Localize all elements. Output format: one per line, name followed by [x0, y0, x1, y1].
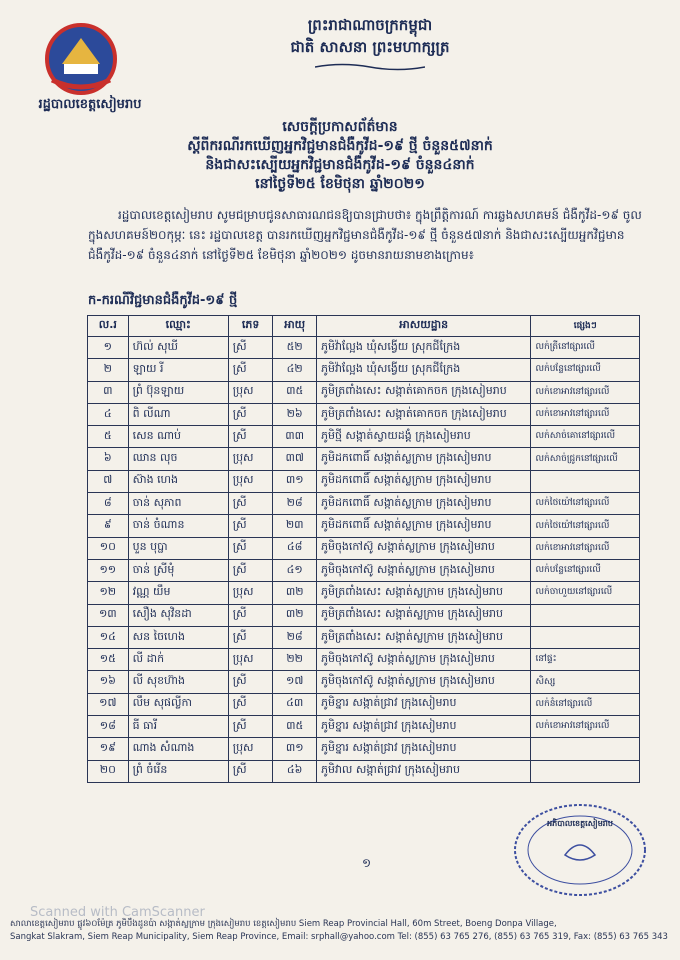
row-number: ៥ — [88, 426, 129, 448]
patient-age: ២៦ — [273, 403, 317, 425]
row-number: ៧ — [88, 470, 129, 492]
section-title: ក-ករណីវិជ្ជមានជំងឺកូវីដ-១៩ ថ្មី — [88, 293, 238, 308]
national-motto: ជាតិ សាសនា ព្រះមហាក្សត្រ — [290, 38, 450, 56]
patient-note: លក់ខោអាវនៅផ្សារលើ — [531, 716, 640, 738]
patient-sex: ស្រី — [228, 426, 273, 448]
row-number: ១៩ — [88, 738, 129, 760]
title-line-4: នៅថ្ងៃទី២៥ ខែមិថុនា ឆ្នាំ២០២១ — [255, 176, 425, 192]
patient-address: ភូមិដកពោធិ៍ សង្កាត់ស្លក្រាម ក្រុងសៀមរាប — [316, 448, 530, 470]
row-number: ១២ — [88, 582, 129, 604]
patient-note: លក់ចាហួយនៅផ្សារលើ — [531, 582, 640, 604]
patient-address: ភូមិត្រពាំងសេះ សង្កាត់ស្លក្រាម ក្រុងសៀមរាប — [316, 626, 530, 648]
table-row — [88, 493, 640, 515]
header-other: ផ្សេងៗ — [531, 316, 640, 337]
table-row — [88, 582, 640, 604]
patient-name: ហ៊ល់ សុឃី — [128, 337, 228, 359]
table-row — [88, 359, 640, 381]
header-address: អាសយដ្ឋាន — [316, 316, 530, 337]
patient-sex: ប្រុស — [228, 738, 273, 760]
row-number: ១៨ — [88, 716, 129, 738]
patient-age: ៣៥ — [273, 716, 317, 738]
announcement-title — [90, 118, 590, 194]
row-number: ១៦ — [88, 671, 129, 693]
patient-age: ៣៥ — [273, 381, 317, 403]
patient-name: លឹម សុផល្លីកា — [128, 693, 228, 715]
patient-sex: ស្រី — [228, 559, 273, 581]
ornament-divider-icon — [315, 62, 425, 72]
patient-address: ភូមិវាល សង្កាត់ជ្រាវ ក្រុងសៀមរាប — [316, 760, 530, 782]
row-number: ១៤ — [88, 626, 129, 648]
table-row — [88, 337, 640, 359]
patient-name: ណាង សំណាង — [128, 738, 228, 760]
footer-line-2: Sangkat Slakram, Siem Reap Municipality, Siem Reap Province, Email: srphall@yahoo.com Tel: (855) 63 765 276, (855) 63 765 319, Fax: (855) 63 765 343 — [10, 932, 668, 942]
patient-note: សិស្ស — [531, 671, 640, 693]
patient-note: លក់បន្លែនៅផ្សារលើ — [531, 359, 640, 381]
patient-name: លី ដាក់ — [128, 649, 228, 671]
row-number: ១៥ — [88, 649, 129, 671]
patient-age: ៥២ — [273, 337, 317, 359]
patient-note: លក់នំនៅផ្សារលើ — [531, 693, 640, 715]
patient-name: ព្រំ ប៊ុនឡាយ — [128, 381, 228, 403]
patient-note: លក់បន្លែនៅផ្សារលើ — [531, 559, 640, 581]
row-number: ២ — [88, 359, 129, 381]
patient-name: លី សុខហ៊ាង — [128, 671, 228, 693]
table-row — [88, 604, 640, 626]
patient-age: ៤៦ — [273, 760, 317, 782]
patient-age: ៣២ — [273, 604, 317, 626]
patient-address: ភូមិថ្មី សង្កាត់ស្វាយដង្គំ ក្រុងសៀមរាប — [316, 426, 530, 448]
footer-address — [10, 918, 670, 944]
header-no: ល.រ — [88, 316, 129, 337]
patient-name: សន ចៃហេង — [128, 626, 228, 648]
patient-address: ភូមិខ្នារ សង្កាត់ជ្រាវ ក្រុងសៀមរាប — [316, 716, 530, 738]
patient-address: ភូមិដកពោធិ៍ សង្កាត់ស្លក្រាម ក្រុងសៀមរាប — [316, 470, 530, 492]
patient-note: នៅផ្ទះ — [531, 649, 640, 671]
patient-note — [531, 760, 640, 782]
table-row — [88, 649, 640, 671]
title-line-2: ស្ដីពីករណីរកឃើញអ្នកវិជ្ជមានជំងឺកូវីដ-១៩ ថ្មី ចំនួន៥៧នាក់ — [187, 138, 493, 154]
patient-sex: ប្រុស — [228, 649, 273, 671]
patient-age: ១៧ — [273, 671, 317, 693]
patient-note: លក់សាច់ជ្រូកនៅផ្សារលើ — [531, 448, 640, 470]
patient-sex: ស្រី — [228, 604, 273, 626]
table-row — [88, 693, 640, 715]
signature-note: អភិបាលខេត្តសៀមរាប — [547, 819, 613, 828]
patient-note: លក់ខោអាវនៅផ្សារលើ — [531, 381, 640, 403]
header-name: ឈ្មោះ — [128, 316, 228, 337]
patient-sex: ស្រី — [228, 515, 273, 537]
page-number: ១ — [362, 856, 372, 870]
patient-address: ភូមិត្រពាំងសេះ សង្កាត់គោកចក ក្រុងសៀមរាប — [316, 381, 530, 403]
patient-name: ចាន់ ចំណាន — [128, 515, 228, 537]
patient-note: លក់ថៃយ៉ៅនៅផ្សារលើ — [531, 493, 640, 515]
patient-name: ព្រំ ចំរើន — [128, 760, 228, 782]
row-number: ២០ — [88, 760, 129, 782]
patient-age: ៤៣ — [273, 693, 317, 715]
patient-address: ភូមិដកពោធិ៍ សង្កាត់ស្លក្រាម ក្រុងសៀមរាប — [316, 493, 530, 515]
patient-sex: ប្រុស — [228, 470, 273, 492]
provincial-emblem-icon — [42, 20, 120, 98]
patient-name: ឈាន លុច — [128, 448, 228, 470]
patient-name: ចាន់ ស្រីមុំ — [128, 559, 228, 581]
patient-note — [531, 604, 640, 626]
patient-address: ភូមិខ្នារ សង្កាត់ជ្រាវ ក្រុងសៀមរាប — [316, 738, 530, 760]
patient-name: វណ្ណ យឹម — [128, 582, 228, 604]
patient-name: ពិ លីណា — [128, 403, 228, 425]
patient-name: ឡាយ រី — [128, 359, 228, 381]
patient-name: បួន បុប្ផា — [128, 537, 228, 559]
patient-sex: ស្រី — [228, 626, 273, 648]
patient-address: ភូមិចុងកៅស៊ូ សង្កាត់ស្លក្រាម ក្រុងសៀមរាប — [316, 671, 530, 693]
patient-sex: ស្រី — [228, 537, 273, 559]
title-line-3: និងជាសះស្បើយអ្នកវិជ្ជមានជំងឺកូវីដ-១៩ ចំនួន៤នាក់ — [205, 157, 475, 173]
patient-sex: ប្រុស — [228, 448, 273, 470]
official-stamp-icon — [505, 795, 655, 905]
patient-sex: ស្រី — [228, 693, 273, 715]
patient-sex: ស្រី — [228, 359, 273, 381]
table-row — [88, 403, 640, 425]
patient-address: ភូមិខ្នារ សង្កាត់ជ្រាវ ក្រុងសៀមរាប — [316, 693, 530, 715]
row-number: ៤ — [88, 403, 129, 425]
patient-address: ភូមិចុងកៅស៊ូ សង្កាត់ស្លក្រាម ក្រុងសៀមរាប — [316, 537, 530, 559]
intro-paragraph: រដ្ឋបាលខេត្តសៀមរាប សូមជម្រាបជូនសាធារណជនឱ្យបានជ្រាបថា៖ ក្នុងព្រឹត្តិការណ៍ ការឆ្លងសហគមន៍ ជំងឺកូវីដ-១៩ ចូលក្នុងសហគមន៍២០កុម្ភៈ នេះ រដ្ឋបាលខេត្ត បានរកឃើញអ្នកវិជ្ជមានជំងឺកូវីដ-១៩ ថ្មី ចំនួន៥៧នាក់ និងជាសះស្បើយអ្នកវិជ្ជមានជំងឺកូវីដ-១៩ ចំនួន៤នាក់ នៅថ្ងៃទី២៥ ខែមិថុនា ឆ្នាំ២០២១ ដូចមានរាយនាមខាងក្រោម៖ — [88, 208, 642, 262]
patient-address: ភូមិវ៉ាល្អែង ឃុំសង្វើយ ស្រុកជីក្រែង — [316, 337, 530, 359]
patient-address: ភូមិត្រពាំងសេះ សង្កាត់ស្លក្រាម ក្រុងសៀមរាប — [316, 604, 530, 626]
patient-sex: ស្រី — [228, 337, 273, 359]
kingdom-name: ព្រះរាជាណាចក្រកម្ពុជា — [307, 16, 433, 34]
patient-address: ភូមិដកពោធិ៍ សង្កាត់ស្លក្រាម ក្រុងសៀមរាប — [316, 515, 530, 537]
patient-sex: ប្រុស — [228, 381, 273, 403]
table-header-row — [88, 316, 640, 337]
patient-address: ភូមិវ៉ាល្អែង ឃុំសង្វើយ ស្រុកជីក្រែង — [316, 359, 530, 381]
table-row — [88, 470, 640, 492]
patient-address: ភូមិចុងកៅស៊ូ សង្កាត់ស្លក្រាម ក្រុងសៀមរាប — [316, 649, 530, 671]
cases-table — [87, 315, 640, 783]
title-line-1: សេចក្ដីប្រកាសព័ត៌មាន — [282, 119, 398, 135]
table-row — [88, 760, 640, 782]
patient-sex: ស្រី — [228, 403, 273, 425]
row-number: ១៣ — [88, 604, 129, 626]
table-row — [88, 738, 640, 760]
patient-note — [531, 470, 640, 492]
table-row — [88, 537, 640, 559]
patient-note: លក់ត្រីនៅផ្សារលើ — [531, 337, 640, 359]
patient-name: ស៊ាង ហេង — [128, 470, 228, 492]
table-row — [88, 559, 640, 581]
patient-address: ភូមិត្រពាំងសេះ សង្កាត់ស្លក្រាម ក្រុងសៀមរាប — [316, 582, 530, 604]
patient-sex: ស្រី — [228, 760, 273, 782]
patient-address: ភូមិត្រពាំងសេះ សង្កាត់គោកចក ក្រុងសៀមរាប — [316, 403, 530, 425]
patient-note: លក់សាច់គោនៅផ្សារលើ — [531, 426, 640, 448]
patient-sex: ស្រី — [228, 493, 273, 515]
table-row — [88, 671, 640, 693]
patient-address: ភូមិចុងកៅស៊ូ សង្កាត់ស្លក្រាម ក្រុងសៀមរាប — [316, 559, 530, 581]
header-age: អាយុ — [273, 316, 317, 337]
patient-age: ៣១ — [273, 470, 317, 492]
patient-age: ៤១ — [273, 559, 317, 581]
table-row — [88, 716, 640, 738]
table-row — [88, 381, 640, 403]
ministry-name: រដ្ឋបាលខេត្តសៀមរាប — [38, 97, 142, 112]
patient-name: សេន ណាប់ — [128, 426, 228, 448]
row-number: ៣ — [88, 381, 129, 403]
patient-age: ៤២ — [273, 359, 317, 381]
patient-sex: ស្រី — [228, 716, 273, 738]
row-number: ១ — [88, 337, 129, 359]
patient-age: ២៨ — [273, 493, 317, 515]
patient-sex: ប្រុស — [228, 582, 273, 604]
patient-note: លក់ខោអាវនៅផ្សារលើ — [531, 403, 640, 425]
row-number: ១០ — [88, 537, 129, 559]
patient-note: លក់ខោអាវនៅផ្សារលើ — [531, 537, 640, 559]
table-row — [88, 515, 640, 537]
patient-sex: ស្រី — [228, 671, 273, 693]
row-number: ៦ — [88, 448, 129, 470]
kingdom-header — [240, 14, 500, 58]
row-number: ១៧ — [88, 693, 129, 715]
patient-age: ២២ — [273, 649, 317, 671]
patient-age: ២៨ — [273, 626, 317, 648]
table-row — [88, 626, 640, 648]
patient-age: ២៣ — [273, 515, 317, 537]
table-row — [88, 448, 640, 470]
row-number: ១១ — [88, 559, 129, 581]
row-number: ៨ — [88, 493, 129, 515]
patient-age: ៣១ — [273, 738, 317, 760]
patient-name: សឿង សុវិនដា — [128, 604, 228, 626]
scanner-watermark: Scanned with CamScanner — [30, 905, 205, 920]
patient-age: ៣២ — [273, 582, 317, 604]
patient-name: ធី ធារី — [128, 716, 228, 738]
patient-note: លក់ថៃយ៉ៅនៅផ្សារលើ — [531, 515, 640, 537]
table-row — [88, 426, 640, 448]
patient-age: ៣៣ — [273, 426, 317, 448]
patient-age: ៤៨ — [273, 537, 317, 559]
row-number: ៩ — [88, 515, 129, 537]
patient-note — [531, 626, 640, 648]
patient-name: ចាន់ សុភាព — [128, 493, 228, 515]
header-sex: ភេទ — [228, 316, 273, 337]
patient-note — [531, 738, 640, 760]
patient-age: ៣៧ — [273, 448, 317, 470]
footer-line-1: សាលាខេត្តសៀមរាប ផ្លូវ៦០ម៉ែត្រ ភូមិបឹងដូនប៉ា សង្កាត់ស្លក្រាម ក្រុងសៀមរាប ខេត្តសៀមរាប Siem Reap Provincial Hall, 60m Street, Boeng Donpa Village, — [10, 919, 557, 929]
